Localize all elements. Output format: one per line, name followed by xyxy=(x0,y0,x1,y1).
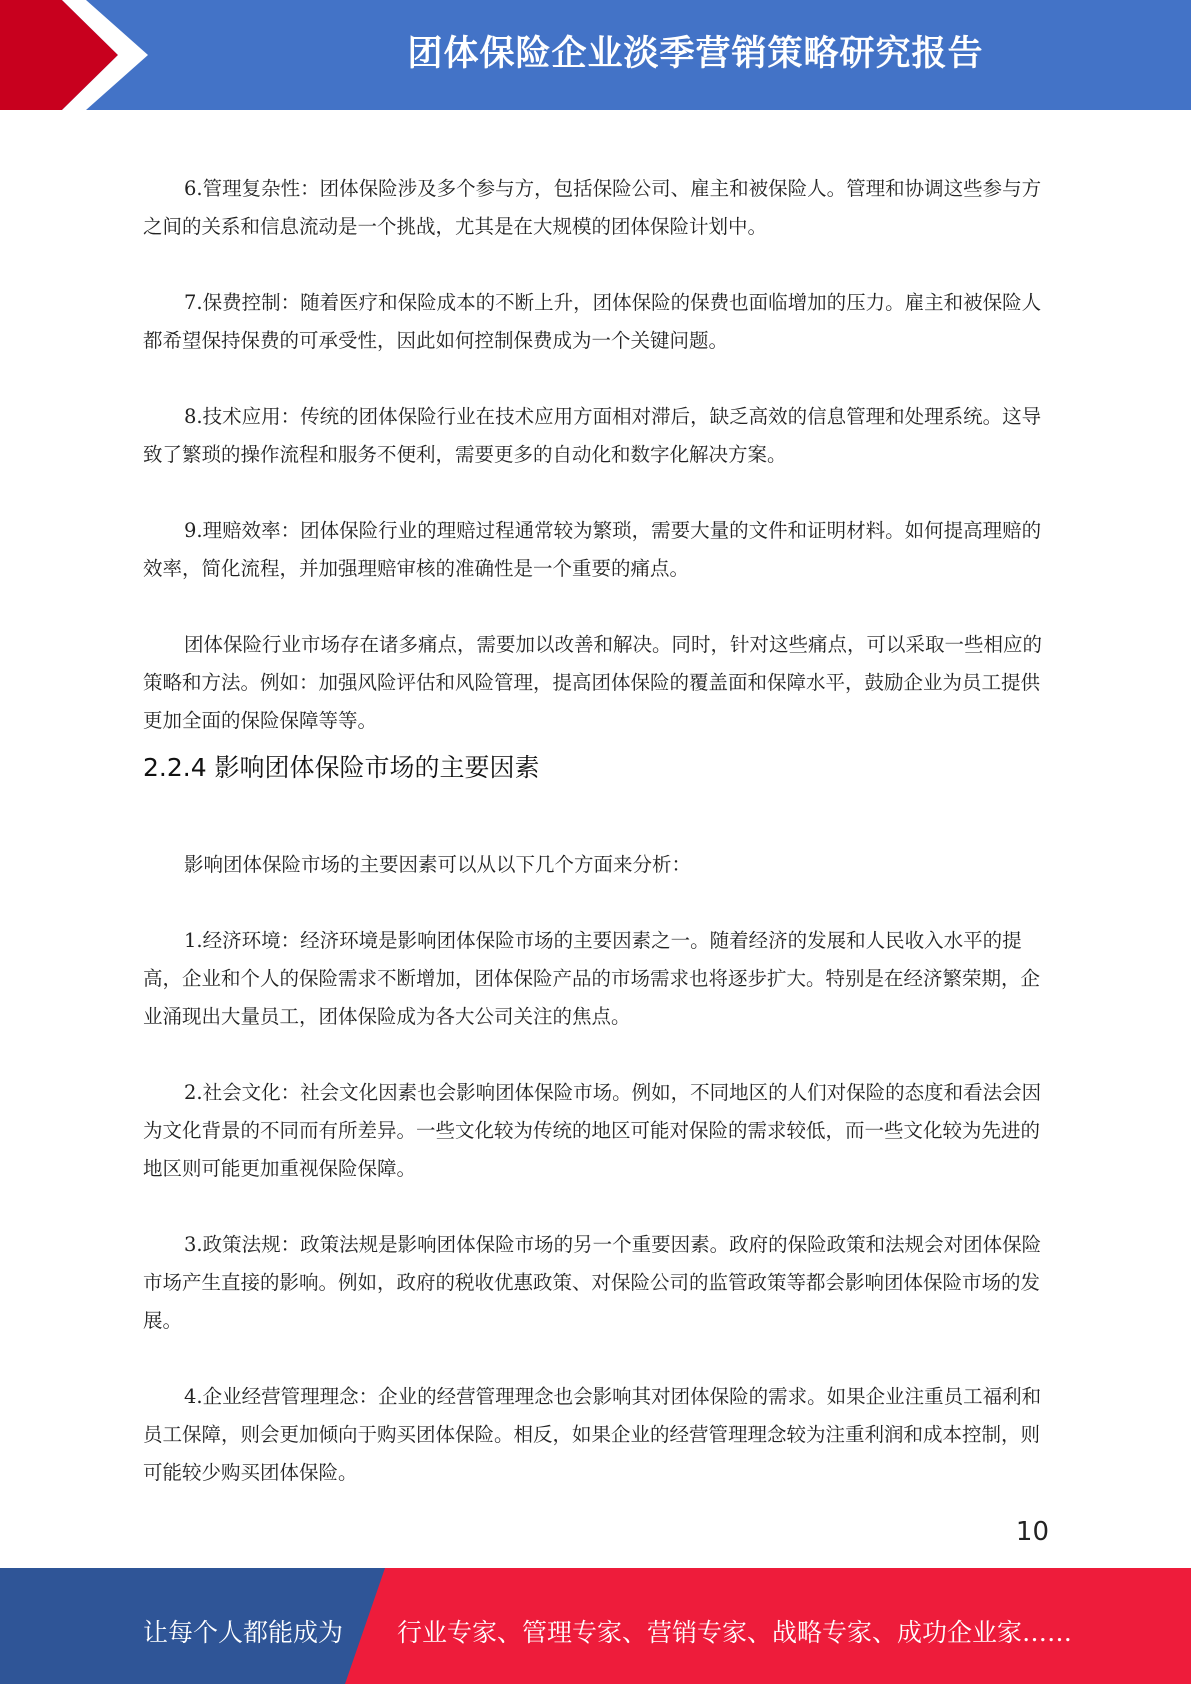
paragraph-policy-regulation: 3.政策法规：政策法规是影响团体保险市场的另一个重要因素。政府的保险政策和法规会对团体保险市场产生直接的影响。例如，政府的税收优惠政策、对保险公司的监管政策等都会影响团体保险市场的发展。 xyxy=(143,1233,1042,1332)
section-heading: 2.2.4 影响团体保险市场的主要因素 xyxy=(143,753,540,782)
paragraph-technology-application: 8.技术应用：传统的团体保险行业在技术应用方面相对滞后，缺乏高效的信息管理和处理系统。这导致了繁琐的操作流程和服务不便利，需要更多的自动化和数字化解决方案。 xyxy=(143,405,1042,466)
footer-slogan-left: 让每个人都能成为 xyxy=(143,1618,344,1647)
page-title: 团体保险企业淡季营销策略研究报告 xyxy=(407,34,984,74)
paragraph-business-philosophy: 4.企业经营管理理念：企业的经营管理理念也会影响其对团体保险的需求。如果企业注重员工福利和员工保障，则会更加倾向于购买团体保险。相反，如果企业的经营管理理念较为注重利润和成本控制，则可能较少购买团体保险。 xyxy=(143,1385,1042,1484)
page-number: 10 xyxy=(1015,1517,1049,1547)
page-header xyxy=(0,0,1191,110)
document-body xyxy=(143,170,1047,1492)
paragraph-intro: 影响团体保险市场的主要因素可以从以下几个方面来分析： xyxy=(184,853,692,876)
paragraph-premium-control: 7.保费控制：随着医疗和保险成本的不断上升，团体保险的保费也面临增加的压力。雇主和被保险人都希望保持保费的可承受性，因此如何控制保费成为一个关键问题。 xyxy=(143,291,1042,352)
footer-slogan-right: 行业专家、管理专家、营销专家、战略专家、成功企业家…… xyxy=(397,1618,1073,1647)
page-footer xyxy=(0,1568,1191,1684)
paragraph-management-complexity: 6.管理复杂性：团体保险涉及多个参与方，包括保险公司、雇主和被保险人。管理和协调这些参与方之间的关系和信息流动是一个挑战，尤其是在大规模的团体保险计划中。 xyxy=(143,177,1042,238)
paragraph-social-culture: 2.社会文化：社会文化因素也会影响团体保险市场。例如，不同地区的人们对保险的态度和看法会因为文化背景的不同而有所差异。一些文化较为传统的地区可能对保险的需求较低，而一些文化较为先进的地区则可能更加重视保险保障。 xyxy=(143,1081,1042,1180)
paragraph-economic-environment: 1.经济环境：经济环境是影响团体保险市场的主要因素之一。随着经济的发展和人民收入水平的提高，企业和个人的保险需求不断增加，团体保险产品的市场需求也将逐步扩大。特别是在经济繁荣期，企业涌现出大量员工，团体保险成为各大公司关注的焦点。 xyxy=(143,929,1041,1028)
paragraph-summary: 团体保险行业市场存在诸多痛点，需要加以改善和解决。同时，针对这些痛点，可以采取一些相应的策略和方法。例如：加强风险评估和风险管理，提高团体保险的覆盖面和保障水平，鼓励企业为员工提供更加全面的保险保障等等。 xyxy=(143,633,1043,732)
paragraph-claims-efficiency: 9.理赔效率：团体保险行业的理赔过程通常较为繁琐，需要大量的文件和证明材料。如何提高理赔的效率，简化流程，并加强理赔审核的准确性是一个重要的痛点。 xyxy=(143,519,1042,580)
